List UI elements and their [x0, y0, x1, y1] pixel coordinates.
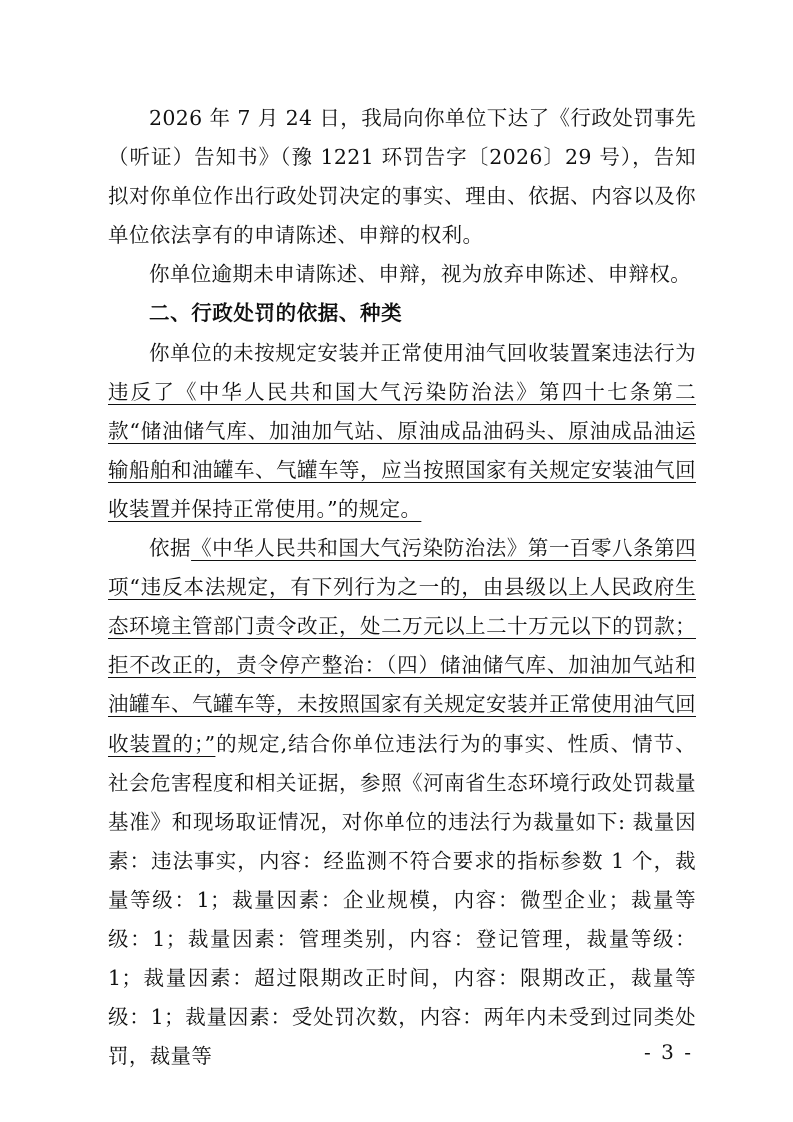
penalty-legal-citation: 《中华人民共和国大气污染防治法》第一百零八条第四项“违反本法规定，有下列行为之一的，由县级以上人民政府生态环境主管部门责令改正，处二万元以上二十万元以下的罚款；拒不改正的，责令停产整治：（四）储油储气库、加油加气站和油罐车、气罐车等，未按照国家有关规定安装并正常使用油气回收装置的；”: [108, 536, 696, 756]
penalty-discretion-text: 的规定,结合你单位违法行为的事实、性质、情节、社会危害程度和相关证据，参照《河南省生态环境行政处罚裁量基准》和现场取证情况，对你单位的违法行为裁量如下: 裁量因素：违法事实，内容：经监测不符合要求的指标参数 1 个，裁量等级：1；裁量因素：企业规模，内容：微型企业；裁量等级：1；裁量因素：管理类别，内容：登记管理，裁量等级：1；裁量因素：超过限期改正时间，内容：限期改正，裁量等级：1；裁量因素：受处罚次数，内容：两年内未受到过同类处罚，裁量等: [108, 731, 696, 1069]
paragraph-notice-background: 2026 年 7 月 24 日，我局向你单位下达了《行政处罚事先（听证）告知书》（豫 1221 环罚告字〔2026〕29 号），告知拟对你单位作出行政处罚决定的事实、理由、依据、内容以及你单位依法享有的申请陈述、申辩的权利。: [108, 106, 696, 248]
paragraph-waiver-statement: 你单位逾期未申请陈述、申辩，视为放弃申陈述、申辩权。: [149, 262, 692, 287]
violation-legal-citation: 违反了《中华人民共和国大气污染防治法》第四十七条第二款“储油储气库、加油加气站、原油成品油码头、原油成品油运输船舶和油罐车、气罐车等，应当按照国家有关规定安装油气回收装置并保持正常使用。”的规定。: [108, 379, 696, 521]
penalty-lead-text: 依据: [149, 536, 192, 561]
violation-lead-text: 你单位的未按规定安装并正常使用油气回收装置案违法行为: [149, 340, 696, 365]
page-number: - 3 -: [644, 1040, 693, 1064]
paragraph-penalty-basis: [108, 529, 696, 1076]
paragraph-violation: [108, 334, 696, 529]
section-heading-basis-and-type: 二、行政处罚的依据、种类: [149, 301, 403, 326]
document-body: [108, 99, 696, 1076]
